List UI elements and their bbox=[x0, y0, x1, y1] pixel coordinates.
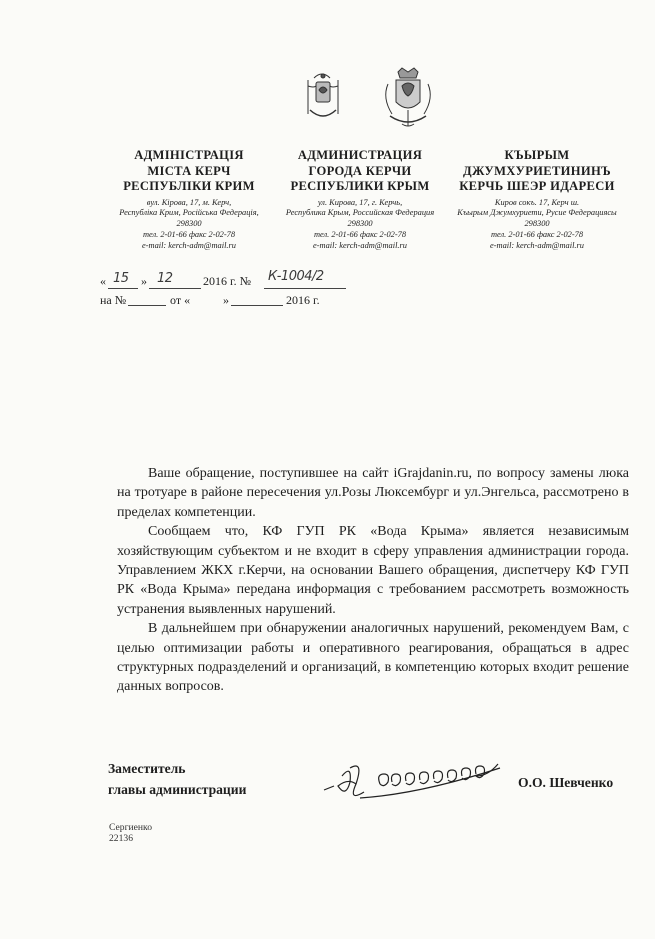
reference-number-underline bbox=[128, 305, 166, 306]
day-underline bbox=[108, 288, 138, 289]
date-month: 12 bbox=[157, 271, 173, 286]
phone-fax: тел. 2-01-66 факс 2-02-78 bbox=[490, 229, 584, 239]
org-name-line: ГОРОДА КЕРЧИ bbox=[308, 163, 412, 178]
kerch-coat-of-arms-icon bbox=[378, 66, 438, 132]
org-name-line: РЕСПУБЛИКИ КРЫМ bbox=[290, 179, 430, 193]
postal-code: 298300 bbox=[524, 219, 550, 229]
org-name-line: КЕРЧЬ ШЕЭР ИДАРЕСИ bbox=[459, 179, 615, 193]
org-name-line: МІСТА КЕРЧ bbox=[147, 163, 231, 178]
address-line: ул. Кирова, 17, г. Керчь, bbox=[317, 197, 403, 207]
header-emblems bbox=[300, 66, 440, 132]
executor-phone: 22136 bbox=[109, 833, 133, 844]
signatory-title-line: главы администрации bbox=[108, 782, 247, 797]
signatory-title-line: Заместитель bbox=[108, 761, 186, 776]
phone-fax: тел. 2-01-66 факс 2-02-78 bbox=[142, 229, 236, 239]
reference-year: 2016 г. bbox=[286, 293, 320, 307]
postal-code: 298300 bbox=[347, 219, 373, 229]
email: e-mail: kerch-adm@mail.ru bbox=[490, 240, 584, 250]
email: e-mail: kerch-adm@mail.ru bbox=[313, 240, 407, 250]
signatory-title bbox=[108, 758, 246, 800]
header-org-russian bbox=[274, 148, 446, 251]
org-name-line: АДМІНІСТРАЦІЯ bbox=[134, 148, 244, 162]
address-line: вул. Кірова, 17, м. Керч, bbox=[146, 197, 232, 207]
body-paragraph: Ваше обращение, поступившее на сайт iGrajdanin.ru, по вопросу замены люка на тротуаре в районе пересечения ул.Розы Люксембург и ул.Энгельса, рассмотрено в пределах компетенции. bbox=[117, 466, 629, 520]
org-name-line: ДЖУМХУРИЕТИНИНЪ bbox=[462, 163, 611, 178]
header-org-ukrainian bbox=[103, 148, 275, 251]
reference-month-underline bbox=[231, 305, 283, 306]
outgoing-number: К-1004/2 bbox=[268, 269, 324, 284]
number-underline bbox=[264, 288, 346, 289]
address-line: Республика Крым, Российская Федерация bbox=[285, 208, 435, 218]
date-year-number-label: 2016 г. № bbox=[203, 274, 252, 288]
reference-number-label: на № bbox=[100, 293, 127, 307]
org-name-line: АДМИНИСТРАЦИЯ bbox=[297, 148, 423, 162]
signatory-name: О.О. Шевченко bbox=[518, 775, 614, 790]
body-paragraph: В дальнейшем при обнаружении аналогичных нарушений, рекомендуем Вам, с целью оптимизации работы и оперативного реагирования, обращаться в адрес структурных подразделений и организаций, в компетенцию которых входит решение данных вопросов. bbox=[117, 621, 629, 695]
address-line: Киров сокъ. 17, Керч ш. bbox=[494, 197, 580, 207]
date-day: 15 bbox=[113, 271, 129, 286]
org-name-line: КЪЫРЫМ bbox=[504, 148, 570, 162]
header-org-crimean-tatar bbox=[448, 148, 626, 251]
letter-body bbox=[117, 464, 629, 697]
postal-code: 298300 bbox=[176, 219, 202, 229]
address-line: Республіка Крим, Російська Федерація, bbox=[119, 208, 259, 218]
executor-info bbox=[109, 822, 152, 844]
month-underline bbox=[149, 288, 201, 289]
address-line: Къырым Джумхуриети, Русие Федерациясы bbox=[457, 208, 617, 218]
date-quote-open: « bbox=[100, 274, 106, 288]
email: e-mail: kerch-adm@mail.ru bbox=[142, 240, 236, 250]
phone-fax: тел. 2-01-66 факс 2-02-78 bbox=[313, 229, 407, 239]
handwritten-signature bbox=[320, 754, 520, 806]
body-paragraph: Сообщаем что, КФ ГУП РК «Вода Крыма» является независимым хозяйствующим субъектом и не входит в сферу управления администрации города. Управлением ЖКХ г.Керчи, на основании Вашего обращения, диспетчеру КФ ГУП РК «Вода Крыма» передана информация с требованием рассмотреть возможность устранения выявленных нарушений. bbox=[117, 524, 629, 617]
date-quote-close: » bbox=[141, 274, 147, 288]
reference-date-label: от « bbox=[170, 293, 191, 307]
org-name-line: РЕСПУБЛІКИ КРИМ bbox=[123, 179, 255, 193]
executor-name: Сергиенко bbox=[109, 822, 153, 833]
reference-date-quote-close: » bbox=[223, 293, 229, 307]
